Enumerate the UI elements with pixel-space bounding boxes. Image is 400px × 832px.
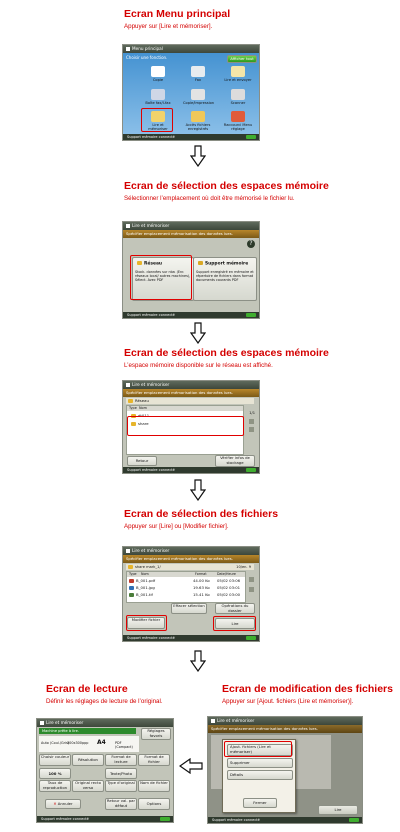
close-button[interactable]: Fermer <box>243 798 277 808</box>
fax-icon <box>191 66 205 77</box>
start-indicator <box>246 135 256 139</box>
clear-selection-button[interactable]: Effacer sélection <box>171 603 207 614</box>
cancel-button[interactable]: ✕ Annuler <box>45 799 81 809</box>
step-title-main-menu: Ecran Menu principal <box>124 8 231 20</box>
highlight-edit-file <box>126 615 167 631</box>
storage-instruction: Spécifier emplacement mémorisation des données lues. <box>123 230 259 238</box>
status-bar: Support mémoire connecté <box>123 312 259 318</box>
reset-defaults-button[interactable]: Retour val. par défaut <box>105 798 137 810</box>
left-arrow-icon <box>179 758 203 774</box>
start-indicator <box>349 818 359 822</box>
step-desc-main-menu: Appuyer sur [Lire et mémoriser]. <box>124 23 213 30</box>
delete-button[interactable]: Supprimer <box>227 758 293 768</box>
highlight-add-files <box>224 741 292 757</box>
close-icon: ✕ <box>53 801 58 806</box>
options-button[interactable]: Options <box>138 798 170 810</box>
favorites-button[interactable]: Réglages favoris <box>141 728 171 740</box>
network-list: Type Nom dt011 share <box>126 405 244 455</box>
table-row[interactable]: B_001.jpg 19.63 Ko 05/02 03:01 <box>129 585 243 591</box>
status-bar: Support mémoire connecté <box>123 635 259 641</box>
highlight-network-entries <box>127 416 244 436</box>
step-title-edit: Ecran de modification des fichiers <box>222 683 393 695</box>
network-list-screen: Lire et mémoriser Spécifier emplacement mémorisation des données lues. Réseau Type Nom dt011 share 1/1 Retour Vérifier infos de stockage Support mémoire connecté <box>122 380 260 474</box>
print-icon <box>191 89 205 100</box>
step-desc-edit: Appuyer sur [Ajout. fichiers (Lire et mémoriser)]. <box>222 698 354 705</box>
scan-store-icon <box>126 549 130 553</box>
network-button[interactable]: Réseau Stock. données sur ntw. (Enr. réseaux local/ autres machines), Sélect. Avec PDF <box>132 257 194 301</box>
step-title-files: Ecran de sélection des fichiers <box>124 508 279 520</box>
scan-store-icon <box>40 721 44 725</box>
file-name-button[interactable]: Nom de fichier <box>138 780 170 792</box>
file-select-screen: Lire et mémoriser Spécifier emplacement mémorisation des données lues. share mark_1/ 10/en. 9 Type Nom Format Date/Heure B_001.pdf 44.00 Ko 05/02 03:06 B_001.jpg 19.63 Ko 05/02 03:01 B_001.tif 15.41 Ko 05/02 03:00 Effacer sélection Opérations du dossier Modifier fichier Lire Support mémoire connecté <box>122 546 260 642</box>
start-indicator <box>160 817 170 821</box>
step-title-read: Ecran de lecture <box>46 683 128 695</box>
main-menu-titlebar: Menu principal <box>132 46 163 51</box>
read-settings-screen: Lire et mémoriser Machine prête à lire. Réglages favoris Auto (Coul./Gris) 300x300ppp A4 PDF (Compact) Choisir couleur Résolution Format de lecture Format de fichier 100 % Texte/Photo Taux de reproduction Original recto verso Type d'original Nom de fichier ✕ Annuler Retour val. par défaut Options Support mémoire connecté <box>36 718 174 823</box>
tile-fax-box[interactable]: Boîte fax/I-fax <box>143 87 173 109</box>
read-button[interactable]: Lire <box>215 618 255 629</box>
folder-operations-button[interactable]: Opérations du dossier <box>215 603 255 614</box>
reproduction-ratio-button[interactable]: Taux de reproduction <box>39 780 71 792</box>
stored-files-icon <box>191 111 205 122</box>
page-indicator: 1/1 <box>249 411 255 415</box>
tile-scan-store[interactable]: Lire et mémoriser <box>143 109 173 131</box>
text-photo-button[interactable]: Texte/Photo <box>105 768 137 779</box>
step-title-storage: Ecran de sélection des espaces mémoire <box>124 180 329 192</box>
details-button[interactable]: Détails <box>227 770 293 780</box>
back-button[interactable]: Retour <box>127 456 157 466</box>
read-format-button[interactable]: Format de lecture <box>105 754 137 766</box>
scan-store-icon <box>126 224 130 228</box>
settings-summary: Auto (Coul./Gris) 300x300ppp A4 PDF (Compact) <box>39 736 139 752</box>
tile-scanner[interactable]: Scanner <box>223 87 253 109</box>
tile-copy-print[interactable]: Copie/Impression <box>183 87 213 109</box>
add-files-button[interactable]: Ajout. fichiers (Lire et mémoriser) <box>227 744 293 756</box>
scan-store-icon <box>126 383 130 387</box>
read-button[interactable]: Lire <box>318 805 358 815</box>
tile-settings-shortcut[interactable]: Raccourci Menu réglage <box>223 109 253 131</box>
status-bar: Support mémoire connecté <box>208 817 362 823</box>
jpg-file-icon <box>129 586 134 590</box>
status-bar: Support mémoire connecté <box>123 467 259 473</box>
copy-icon <box>151 66 165 77</box>
list-item[interactable]: dt011 <box>131 413 149 419</box>
file-format-button[interactable]: Format de fichier <box>138 754 170 766</box>
original-type-button[interactable]: Type d'original <box>105 780 137 792</box>
tile-scan-send[interactable]: Lire et envoyer <box>223 64 253 86</box>
choose-color-button[interactable]: Choisir couleur <box>39 754 71 766</box>
down-arrow-icon <box>190 145 206 167</box>
menu-icon <box>126 47 130 51</box>
memory-media-button[interactable]: Support mémoire Support enregistré en mémoire et répertoire de fichiers dans format documents courants PDF <box>193 257 257 301</box>
highlight-network <box>130 255 192 300</box>
list-item[interactable]: share <box>131 421 149 427</box>
resolution-button[interactable]: Résolution <box>72 754 104 766</box>
step-desc-storage: Sélectionner l’emplacement où doit être mémorisé le fichier lu. <box>124 195 295 202</box>
down-arrow-icon <box>190 479 206 501</box>
step-desc-files: Appuyer sur [Lire] ou [Modifier fichier]. <box>124 523 229 530</box>
scroll-up-icon[interactable] <box>249 419 254 424</box>
highlight-scan-store <box>141 108 173 132</box>
network-folder-icon <box>128 399 133 403</box>
scan-store-icon <box>211 719 215 723</box>
start-indicator <box>246 313 256 317</box>
verify-storage-button[interactable]: Vérifier infos de stockage <box>215 455 255 467</box>
storage-titlebar: Lire et mémoriser <box>132 223 170 228</box>
main-menu-prompt: Choisir une fonction. <box>126 55 168 60</box>
table-row[interactable]: B_001.tif 15.41 Ko 05/02 03:00 <box>129 592 243 598</box>
folder-icon <box>128 565 133 569</box>
scanner-icon <box>231 89 245 100</box>
start-indicator <box>246 468 256 472</box>
edit-file-button[interactable]: Modifier fichier <box>127 617 165 629</box>
scroll-up-icon[interactable] <box>249 577 254 582</box>
down-arrow-icon <box>190 650 206 672</box>
duplex-original-button[interactable]: Original recto verso <box>72 780 104 792</box>
main-menu-screen <box>122 44 260 141</box>
table-row[interactable]: B_001.pdf 44.00 Ko 05/02 03:06 <box>129 578 243 584</box>
pdf-file-icon <box>129 579 134 583</box>
scroll-down-icon[interactable] <box>249 587 254 592</box>
fax-box-icon <box>151 89 165 100</box>
storage-select-screen <box>122 221 260 319</box>
status-bar: Support mémoire connecté <box>123 134 259 140</box>
file-list: Type Nom Format Date/Heure B_001.pdf 44.00 Ko 05/02 03:06 B_001.jpg 19.63 Ko 05/02 03:01 B_001.tif 15.41 Ko 05/02 03:00 <box>126 571 246 603</box>
step-title-network: Ecran de sélection des espaces mémoire <box>124 347 329 359</box>
tile-copy[interactable]: Copie <box>143 64 173 86</box>
tile-fax[interactable]: Fax <box>183 64 213 86</box>
settings-shortcut-icon <box>231 111 245 122</box>
scan-send-icon <box>231 66 245 77</box>
zoom-value[interactable]: 100 % <box>39 768 71 779</box>
tif-file-icon <box>129 593 134 597</box>
scroll-down-icon[interactable] <box>249 427 254 432</box>
highlight-read <box>213 616 256 631</box>
edit-files-screen: Lire et mémoriser Spécifier emplacement mémorisation des données lues. Ajout. fichiers (Lire et mémoriser) Supprimer Détails Fermer Lire Support mémoire connecté <box>207 716 363 824</box>
step-desc-read: Définir les réglages de lecture de l’original. <box>46 698 163 705</box>
current-path: share mark_1/ <box>135 565 161 569</box>
help-icon[interactable]: ? <box>247 240 255 248</box>
memory-media-icon <box>198 261 203 265</box>
show-all-button[interactable]: Afficher tout <box>227 55 257 63</box>
file-count: 10/en. 9 <box>236 565 251 569</box>
tile-stored-files[interactable]: Accès fichiers enregistrés <box>183 109 213 131</box>
status-bar: Support mémoire connecté <box>37 816 173 822</box>
down-arrow-icon <box>190 322 206 344</box>
network-location: Réseau <box>135 398 149 403</box>
start-indicator <box>246 636 256 640</box>
step-desc-network: L’espace mémoire disponible sur le réseau est affiché. <box>124 362 273 369</box>
ready-message: Machine prête à lire. <box>39 728 136 734</box>
